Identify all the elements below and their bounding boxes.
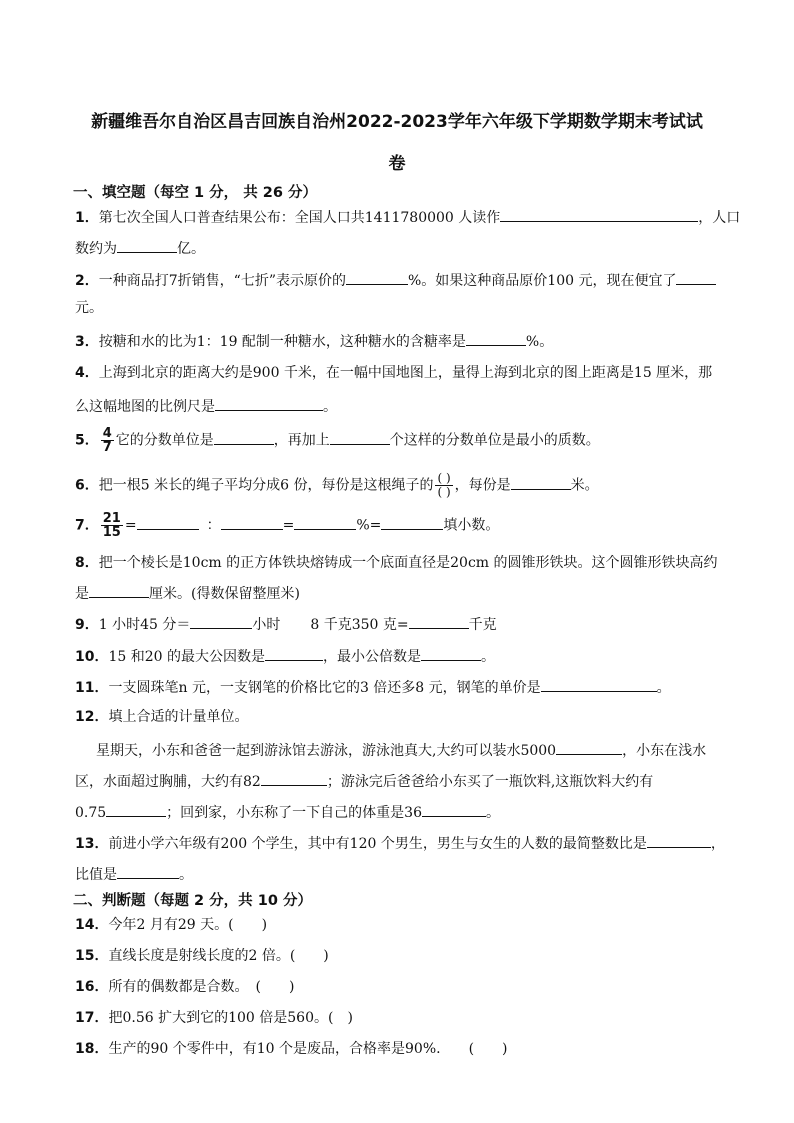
question-text: ，人口 — [698, 210, 741, 226]
question-number: 10． — [75, 649, 109, 665]
answer-blank[interactable] — [556, 740, 622, 755]
question-12-paragraph-cont — [75, 771, 653, 791]
answer-blank[interactable] — [676, 270, 716, 285]
answer-blank[interactable] — [221, 515, 283, 530]
question-7 — [75, 512, 499, 539]
question-text: 星期天，小东和爸爸一起到游泳馆去游泳，游泳池真大,大约可以装水5000 — [96, 743, 557, 759]
question-4 — [75, 364, 712, 382]
fraction: $\frac{4}{7}$ — [102, 426, 112, 455]
question-text: %。如果这种商品原价100 元，现在便宜了 — [407, 273, 677, 289]
question-text: 15 和20 的最大公因数是 — [108, 649, 266, 665]
page-title-continued: 卷 — [388, 154, 406, 174]
answer-blank[interactable] — [214, 430, 274, 445]
question-number: 5． — [75, 432, 99, 449]
question-text: 亿。 — [177, 241, 205, 257]
answer-blank[interactable] — [330, 430, 390, 445]
question-text: 一种商品打7折销售，“七折”表示原价的 — [98, 273, 346, 289]
question-10 — [75, 646, 495, 666]
answer-blank[interactable] — [190, 614, 252, 629]
question-number: 9． — [75, 617, 99, 633]
question-number: 7． — [75, 517, 99, 534]
question-text: ，最小公倍数是 — [323, 649, 422, 665]
question-8 — [75, 554, 718, 572]
question-text: 1 小时45 分＝ — [98, 617, 191, 633]
question-text: 米。 — [570, 477, 599, 494]
answer-blank[interactable] — [294, 515, 356, 530]
question-text: ： — [206, 517, 221, 534]
question-text: 把一个棱长是10cm 的正方体铁块熔铸成一个底面直径是20cm 的圆锥形铁块。这个圆锥形铁块高约 — [98, 555, 718, 571]
question-text: 厘米。(得数保留整厘米) — [149, 586, 300, 602]
question-text: 个这样的分数单位是最小的质数。 — [389, 432, 600, 449]
question-2 — [75, 270, 716, 290]
question-text: ，每份是 — [454, 477, 511, 494]
question-text: 。 — [481, 649, 496, 665]
answer-blank[interactable] — [106, 802, 166, 817]
question-text: = — [124, 517, 137, 534]
question-number: 3． — [75, 334, 99, 350]
question-13 — [75, 833, 725, 853]
fraction: $\frac{21}{15}$ — [102, 511, 121, 540]
question-1 — [75, 207, 740, 227]
question-14 — [75, 916, 267, 934]
answer-blank[interactable] — [647, 833, 711, 848]
question-number: 16． — [75, 979, 109, 995]
question-text: 元。 — [75, 300, 103, 316]
question-text: ， — [710, 836, 725, 852]
question-number: 4． — [75, 365, 99, 381]
question-11 — [75, 677, 671, 697]
question-text: 是 — [75, 586, 89, 602]
question-15 — [75, 947, 329, 965]
answer-blank[interactable] — [215, 396, 323, 411]
question-16 — [75, 978, 294, 996]
answer-blank[interactable] — [511, 475, 571, 490]
question-text: 。 — [323, 399, 337, 415]
question-3 — [75, 331, 553, 351]
question-number: 12． — [75, 709, 109, 725]
answer-blank[interactable] — [422, 802, 486, 817]
question-number: 18． — [75, 1041, 109, 1057]
question-12-paragraph-end — [75, 802, 500, 822]
answer-blank[interactable] — [117, 238, 177, 253]
answer-blank[interactable] — [89, 583, 149, 598]
answer-blank[interactable] — [137, 515, 199, 530]
question-text: = — [282, 517, 295, 534]
question-text: 。 — [656, 680, 671, 696]
question-text: 所有的偶数都是合数。 ( ) — [108, 979, 295, 995]
question-text: 直线长度是射线长度的2 倍。( ) — [108, 948, 329, 964]
question-number: 14． — [75, 917, 109, 933]
question-number: 17． — [75, 1010, 109, 1026]
question-text: 。 — [486, 805, 500, 821]
question-17 — [75, 1009, 353, 1027]
question-12-paragraph — [96, 740, 706, 760]
question-6 — [75, 472, 599, 499]
question-number: 11． — [75, 680, 109, 696]
question-number: 15． — [75, 948, 109, 964]
question-8-cont — [75, 583, 300, 603]
answer-blank[interactable] — [466, 331, 526, 346]
question-18 — [75, 1040, 508, 1058]
question-1-cont — [75, 238, 205, 258]
question-text: 按糖和水的比为1：19 配制一种糖水，这种糖水的含糖率是 — [98, 334, 466, 350]
question-text: 8 千克350 克= — [310, 617, 409, 633]
question-text: 千克 — [468, 617, 497, 633]
question-text: 把0.56 扩大到它的100 倍是560。( ) — [108, 1010, 353, 1026]
answer-blank[interactable] — [117, 864, 179, 879]
answer-blank[interactable] — [409, 614, 469, 629]
question-number: 6． — [75, 477, 99, 494]
question-12 — [75, 708, 248, 726]
question-text: 0.75 — [75, 805, 107, 821]
question-9 — [75, 614, 497, 634]
question-number: 8． — [75, 555, 99, 571]
section-heading-fill-in: 一、填空题（每空 1 分， 共 26 分） — [73, 185, 318, 201]
question-text: 小时 — [252, 617, 281, 633]
question-text: 前进小学六年级有200 个学生，其中有120 个男生，男生与女生的人数的最简整数比是 — [108, 836, 647, 852]
question-text: 生产的90 个零件中，有10 个是废品，合格率是90%. ( ) — [108, 1041, 508, 1057]
fraction: $\frac{( )}{( )}$ — [437, 471, 451, 499]
question-text: 填小数。 — [443, 517, 500, 534]
answer-blank[interactable] — [421, 646, 481, 661]
answer-blank[interactable] — [346, 270, 408, 285]
question-number: 13． — [75, 836, 109, 852]
question-text: 么这幅地图的比例尺是 — [75, 399, 215, 415]
question-text: 填上合适的计量单位。 — [108, 709, 249, 725]
question-text: 它的分数单位是 — [115, 432, 214, 449]
question-2-cont — [75, 299, 103, 317]
question-text: 第七次全国人口普查结果公布：全国人口共1411780000 人读作 — [98, 210, 501, 226]
question-text: 区，水面超过胸脯，大约有82 — [75, 774, 261, 790]
question-text: 把一根5 米长的绳子平均分成6 份，每份是这根绳子的 — [98, 477, 434, 494]
answer-blank[interactable] — [541, 677, 657, 692]
answer-blank[interactable] — [381, 515, 443, 530]
question-number: 1． — [75, 210, 99, 226]
question-text: ，小东在浅水 — [622, 743, 707, 759]
question-text: ；游泳完后爸爸给小东买了一瓶饮料,这瓶饮料大约有 — [326, 774, 654, 790]
question-text: 今年2 月有29 天。( ) — [108, 917, 268, 933]
question-number: 2． — [75, 273, 99, 289]
question-13-cont — [75, 864, 193, 884]
page-title: 新疆维吾尔自治区昌吉回族自治州2022-2023学年六年级下学期数学期末考试试 — [91, 112, 703, 132]
question-5 — [75, 427, 600, 454]
question-text: 数约为 — [75, 241, 117, 257]
question-text: ；回到家，小东称了一下自己的体重是36 — [166, 805, 422, 821]
question-text: %= — [356, 517, 382, 534]
question-text: 上海到北京的距离大约是900 千米，在一幅中国地图上，量得上海到北京的图上距离是15 厘米，那 — [98, 365, 713, 381]
question-text: %。 — [525, 334, 554, 350]
question-text: ，再加上 — [273, 432, 330, 449]
answer-blank[interactable] — [265, 646, 323, 661]
question-text: 比值是 — [75, 867, 117, 883]
answer-blank[interactable] — [261, 771, 327, 786]
question-text: 。 — [179, 867, 193, 883]
answer-blank[interactable] — [500, 207, 698, 222]
section-heading-true-false: 二、判断题（每题 2 分，共 10 分） — [73, 893, 312, 909]
question-4-cont — [75, 396, 337, 416]
question-text: 一支圆珠笔n 元，一支钢笔的价格比它的3 倍还多8 元，钢笔的单价是 — [108, 680, 541, 696]
